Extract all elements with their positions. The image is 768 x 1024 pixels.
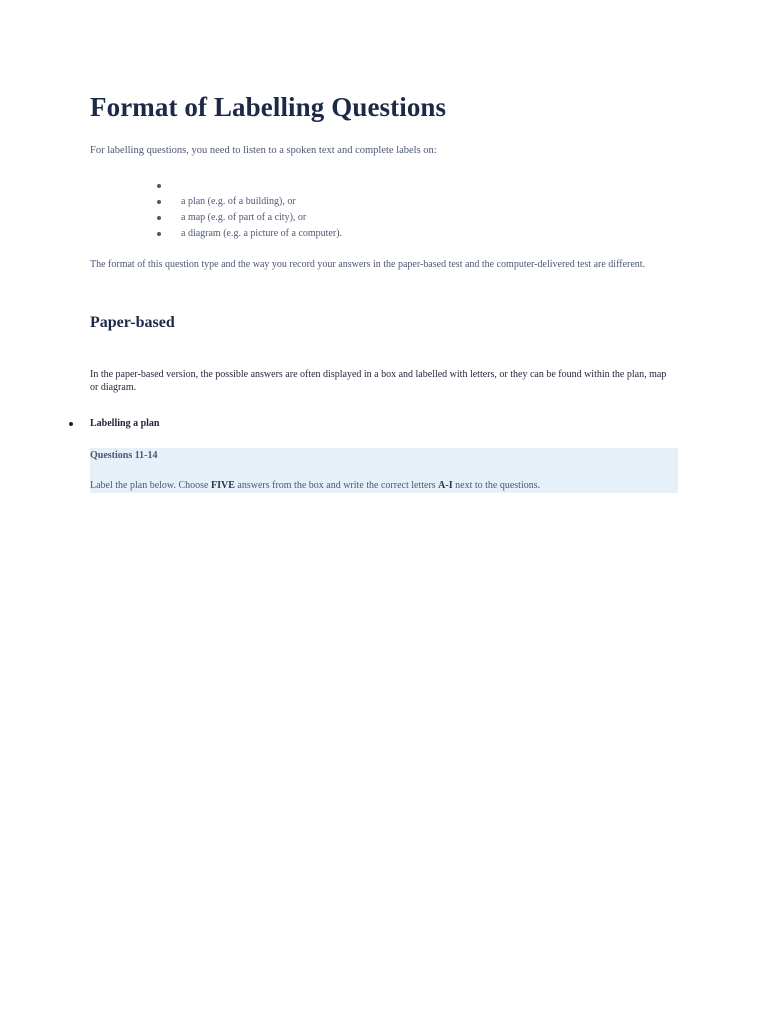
intro-paragraph: For labelling questions, you need to listen to a spoken text and complete labels on:	[90, 145, 437, 156]
list-item	[157, 210, 342, 226]
question-box-heading: Questions 11-14	[90, 450, 158, 461]
list-item-text: a diagram (e.g. a picture of a computer).	[181, 228, 343, 239]
instruction-emphasis: A-I	[438, 480, 453, 491]
labelling-plan-label: Labelling a plan	[90, 418, 160, 429]
instruction-text: answers from the box and write the correct letters	[234, 480, 439, 491]
list-item	[157, 226, 342, 242]
question-box	[90, 448, 678, 493]
bullet-icon	[157, 184, 161, 188]
list-item	[157, 178, 342, 194]
paper-based-description: In the paper-based version, the possible answers are often displayed in a box and labelled with letters, or they can be found within the plan, map or diagram.	[90, 369, 667, 393]
list-item	[157, 194, 342, 210]
bullet-icon	[157, 200, 161, 204]
label-targets-list	[157, 178, 342, 242]
question-box-instruction	[90, 480, 540, 491]
list-item-text: a plan (e.g. of a building), or	[181, 196, 296, 207]
page-title: Format of Labelling Questions	[90, 92, 447, 122]
paper-based-heading: Paper-based	[90, 314, 175, 331]
list-item-text: a map (e.g. of part of a city), or	[181, 212, 307, 223]
instruction-emphasis: FIVE	[211, 480, 235, 491]
bullet-icon	[157, 232, 161, 236]
instruction-text: next to the questions.	[452, 480, 541, 491]
bullet-icon	[69, 422, 73, 426]
instruction-text: Label the plan below. Choose	[90, 480, 211, 491]
bullet-icon	[157, 216, 161, 220]
format-note-paragraph: The format of this question type and the way you record your answers in the paper-based test and the computer-delivered test are different.	[90, 259, 646, 270]
